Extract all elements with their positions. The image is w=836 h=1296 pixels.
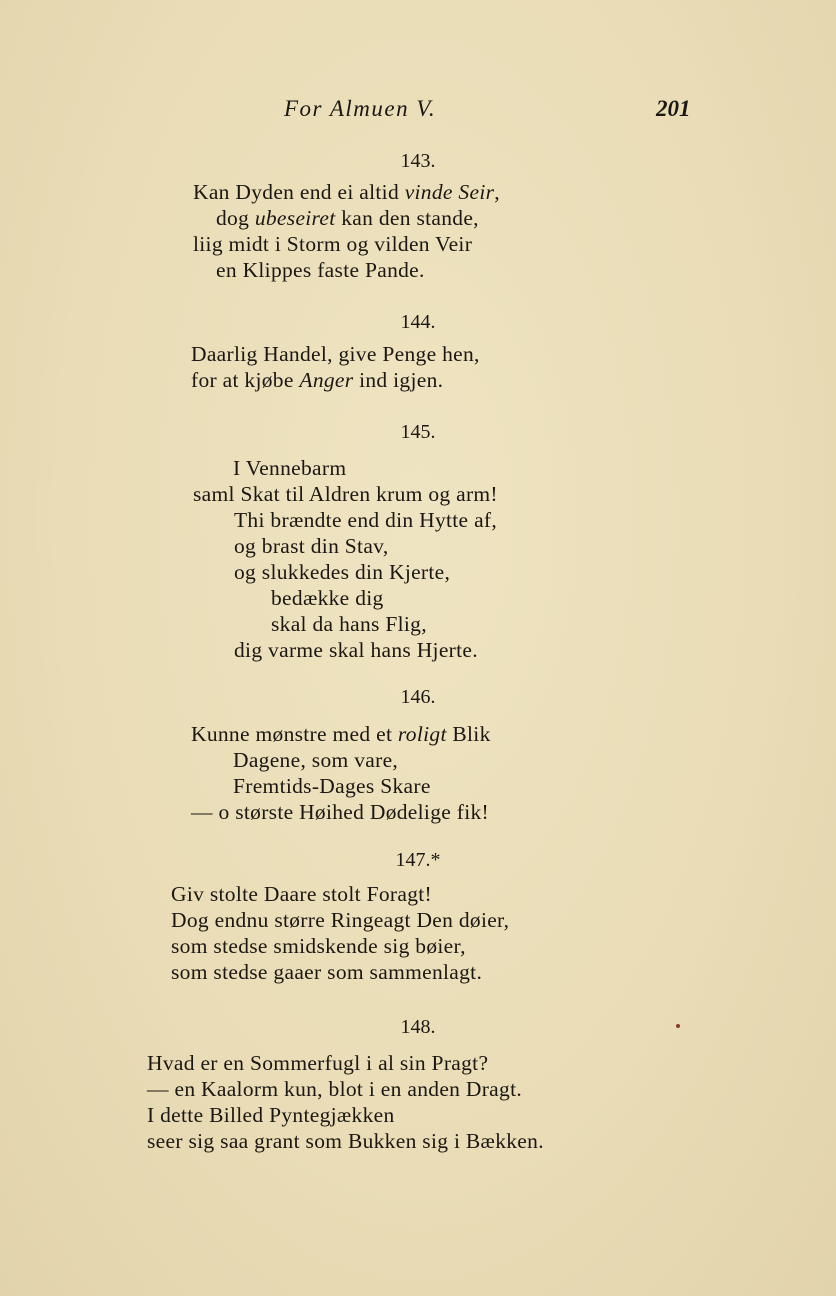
verse-line: [271, 586, 384, 611]
page-number: 201: [656, 96, 691, 121]
verse-line: [147, 1077, 522, 1102]
emphasized-text: Anger: [299, 368, 354, 392]
verse-line: [171, 908, 509, 933]
emphasized-text: roligt: [397, 722, 447, 746]
verse-text: dig varme skal hans Hjerte.: [234, 638, 478, 662]
verse-text: saml Skat til Aldren krum og arm!: [193, 482, 498, 506]
emphasized-text: vinde Seir: [404, 180, 495, 204]
verse-text: en Klippes faste Pande.: [216, 258, 425, 282]
verse-text: ind igjen.: [353, 368, 444, 392]
verse-line: [216, 258, 425, 283]
verse-text: kan den stande,: [335, 206, 479, 230]
verse-line: [171, 934, 466, 959]
verse-text: for at kjøbe: [191, 368, 300, 392]
verse-line: [191, 722, 491, 747]
verse-text: Daarlig Handel, give Penge hen,: [191, 342, 480, 366]
verse-text: Thi brændte end din Hytte af,: [234, 508, 498, 532]
verse-line: [147, 1103, 395, 1128]
verse-line: [193, 482, 498, 507]
verse-line: [233, 774, 431, 799]
emphasized-text: ubeseiret: [254, 206, 336, 230]
verse-line: [171, 960, 482, 985]
verse-line: [147, 1129, 544, 1154]
verse-text: I Vennebarm: [233, 456, 347, 480]
running-header-title: For Almuen V.: [284, 96, 437, 121]
verse-text: skal da hans Flig,: [271, 612, 427, 636]
aphorism-number: 148.: [400, 1016, 436, 1038]
verse-text: ,: [494, 180, 500, 204]
verse-text: og slukkedes din Kjerte,: [234, 560, 451, 584]
verse-line: [233, 456, 346, 481]
verse-text: seer sig saa grant som Bukken sig i Bækken.: [147, 1129, 544, 1153]
verse-text: som stedse smidskende sig bøier,: [171, 934, 466, 958]
verse-line: [171, 882, 432, 907]
verse-line: [234, 508, 497, 533]
verse-line: [234, 638, 478, 663]
verse-text: og brast din Stav,: [234, 534, 389, 558]
verse-line: [191, 342, 480, 367]
verse-text: Kunne mønstre med et: [191, 722, 398, 746]
verse-text: I dette Billed Pyntegjækken: [147, 1103, 395, 1127]
verse-text: som stedse gaaer som sammenlagt.: [171, 960, 483, 984]
verse-text: dog: [216, 206, 255, 230]
verse-text: — o største Høihed Dødelige fik!: [191, 800, 490, 824]
verse-line: [271, 612, 427, 637]
verse-text: liig midt i Storm og vilden Veir: [193, 232, 473, 256]
aphorism-number: 146.: [400, 686, 436, 708]
aphorism-number: 147.*: [395, 849, 441, 871]
verse-line: [216, 206, 479, 231]
verse-text: Giv stolte Daare stolt Foragt!: [171, 882, 432, 906]
verse-line: [234, 560, 450, 585]
aphorism-number: 144.: [400, 311, 436, 333]
verse-text: bedække dig: [271, 586, 384, 610]
verse-text: Hvad er en Sommerfugl i al sin Pragt?: [147, 1051, 489, 1075]
verse-text: Kan Dyden end ei altid: [193, 180, 405, 204]
verse-line: [193, 232, 472, 257]
verse-text: — en Kaalorm kun, blot i en anden Dragt.: [147, 1077, 523, 1101]
verse-line: [191, 800, 489, 825]
paper-speck: [676, 1024, 680, 1028]
verse-text: Blik: [446, 722, 491, 746]
verse-line: [233, 748, 398, 773]
verse-text: Fremtids-Dages Skare: [233, 774, 431, 798]
verse-line: [191, 368, 443, 393]
verse-line: [234, 534, 389, 559]
verse-text: Dog endnu større Ringeagt Den døier,: [171, 908, 510, 932]
verse-text: Dagene, som vare,: [233, 748, 399, 772]
aphorism-number: 145.: [400, 421, 436, 443]
verse-line: [147, 1051, 488, 1076]
verse-line: [193, 180, 500, 205]
aphorism-number: 143.: [400, 150, 436, 172]
